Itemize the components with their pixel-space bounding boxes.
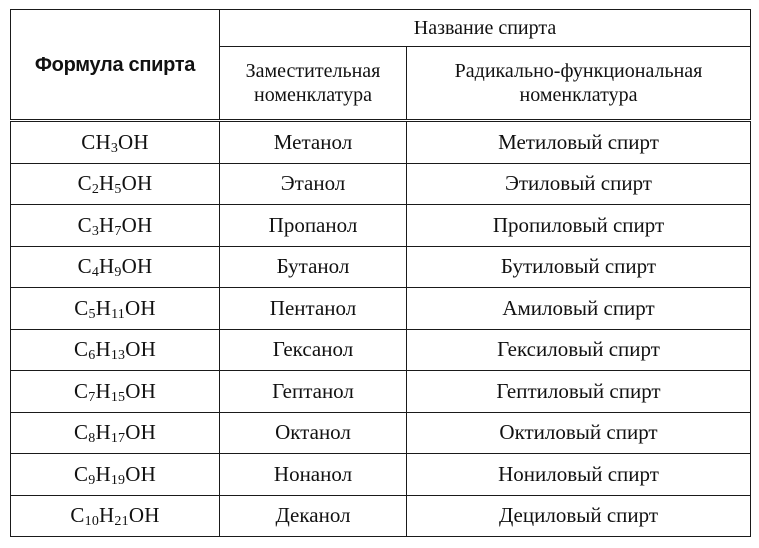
radical-header-line1: Радикально-функциональная [454, 60, 703, 82]
radical-name-cell: Дециловый спирт [407, 495, 751, 537]
radical-name-cell: Гептиловый спирт [407, 371, 751, 413]
formula-cell: $C_3H_7OH$ [11, 205, 220, 247]
alcohol-names-table [10, 9, 751, 537]
formula-cell: $C_5H_{11}OH$ [11, 288, 220, 330]
table-body [11, 121, 751, 537]
radical-name-cell: Гексиловый спирт [407, 329, 751, 371]
radical-name-cell: Этиловый спирт [407, 163, 751, 205]
substitutive-name-cell: Октанол [220, 412, 407, 454]
radical-name-cell: Бутиловый спирт [407, 246, 751, 288]
radical-column-header [407, 47, 751, 121]
formula-cell: $CH_3OH$ [11, 121, 220, 164]
radical-name-cell: Нониловый спирт [407, 454, 751, 496]
formula-cell: $C_2H_5OH$ [11, 163, 220, 205]
table-row [11, 371, 751, 413]
table-row [11, 495, 751, 537]
radical-name-cell: Амиловый спирт [407, 288, 751, 330]
formula-cell: $C_7H_{15}OH$ [11, 371, 220, 413]
substitutive-name-cell: Деканол [220, 495, 407, 537]
table-row [11, 288, 751, 330]
substitutive-header-line2: номенклатура [254, 84, 372, 106]
substitutive-name-cell: Пентанол [220, 288, 407, 330]
table-row [11, 121, 751, 164]
formula-cell: $C_9H_{19}OH$ [11, 454, 220, 496]
radical-name-cell: Пропиловый спирт [407, 205, 751, 247]
substitutive-name-cell: Нонанол [220, 454, 407, 496]
table-row [11, 205, 751, 247]
name-group-header: Название спирта [220, 10, 751, 47]
substitutive-name-cell: Гептанол [220, 371, 407, 413]
substitutive-header-line1: Заместительная [245, 60, 381, 82]
table-row [11, 163, 751, 205]
table-row [11, 329, 751, 371]
formula-column-header: Формула спирта [11, 10, 220, 121]
substitutive-name-cell: Метанол [220, 121, 407, 164]
table-row [11, 454, 751, 496]
radical-name-cell: Октиловый спирт [407, 412, 751, 454]
radical-header-line2: номенклатура [519, 84, 638, 106]
formula-cell: $C_6H_{13}OH$ [11, 329, 220, 371]
radical-name-cell: Метиловый спирт [407, 121, 751, 164]
table-row [11, 246, 751, 288]
table-row [11, 412, 751, 454]
substitutive-column-header [220, 47, 407, 121]
formula-cell: $C_4H_9OH$ [11, 246, 220, 288]
formula-cell: $C_8H_{17}OH$ [11, 412, 220, 454]
substitutive-name-cell: Гексанол [220, 329, 407, 371]
formula-cell: $C_{10}H_{21}OH$ [11, 495, 220, 537]
substitutive-name-cell: Пропанол [220, 205, 407, 247]
substitutive-name-cell: Бутанол [220, 246, 407, 288]
substitutive-name-cell: Этанол [220, 163, 407, 205]
